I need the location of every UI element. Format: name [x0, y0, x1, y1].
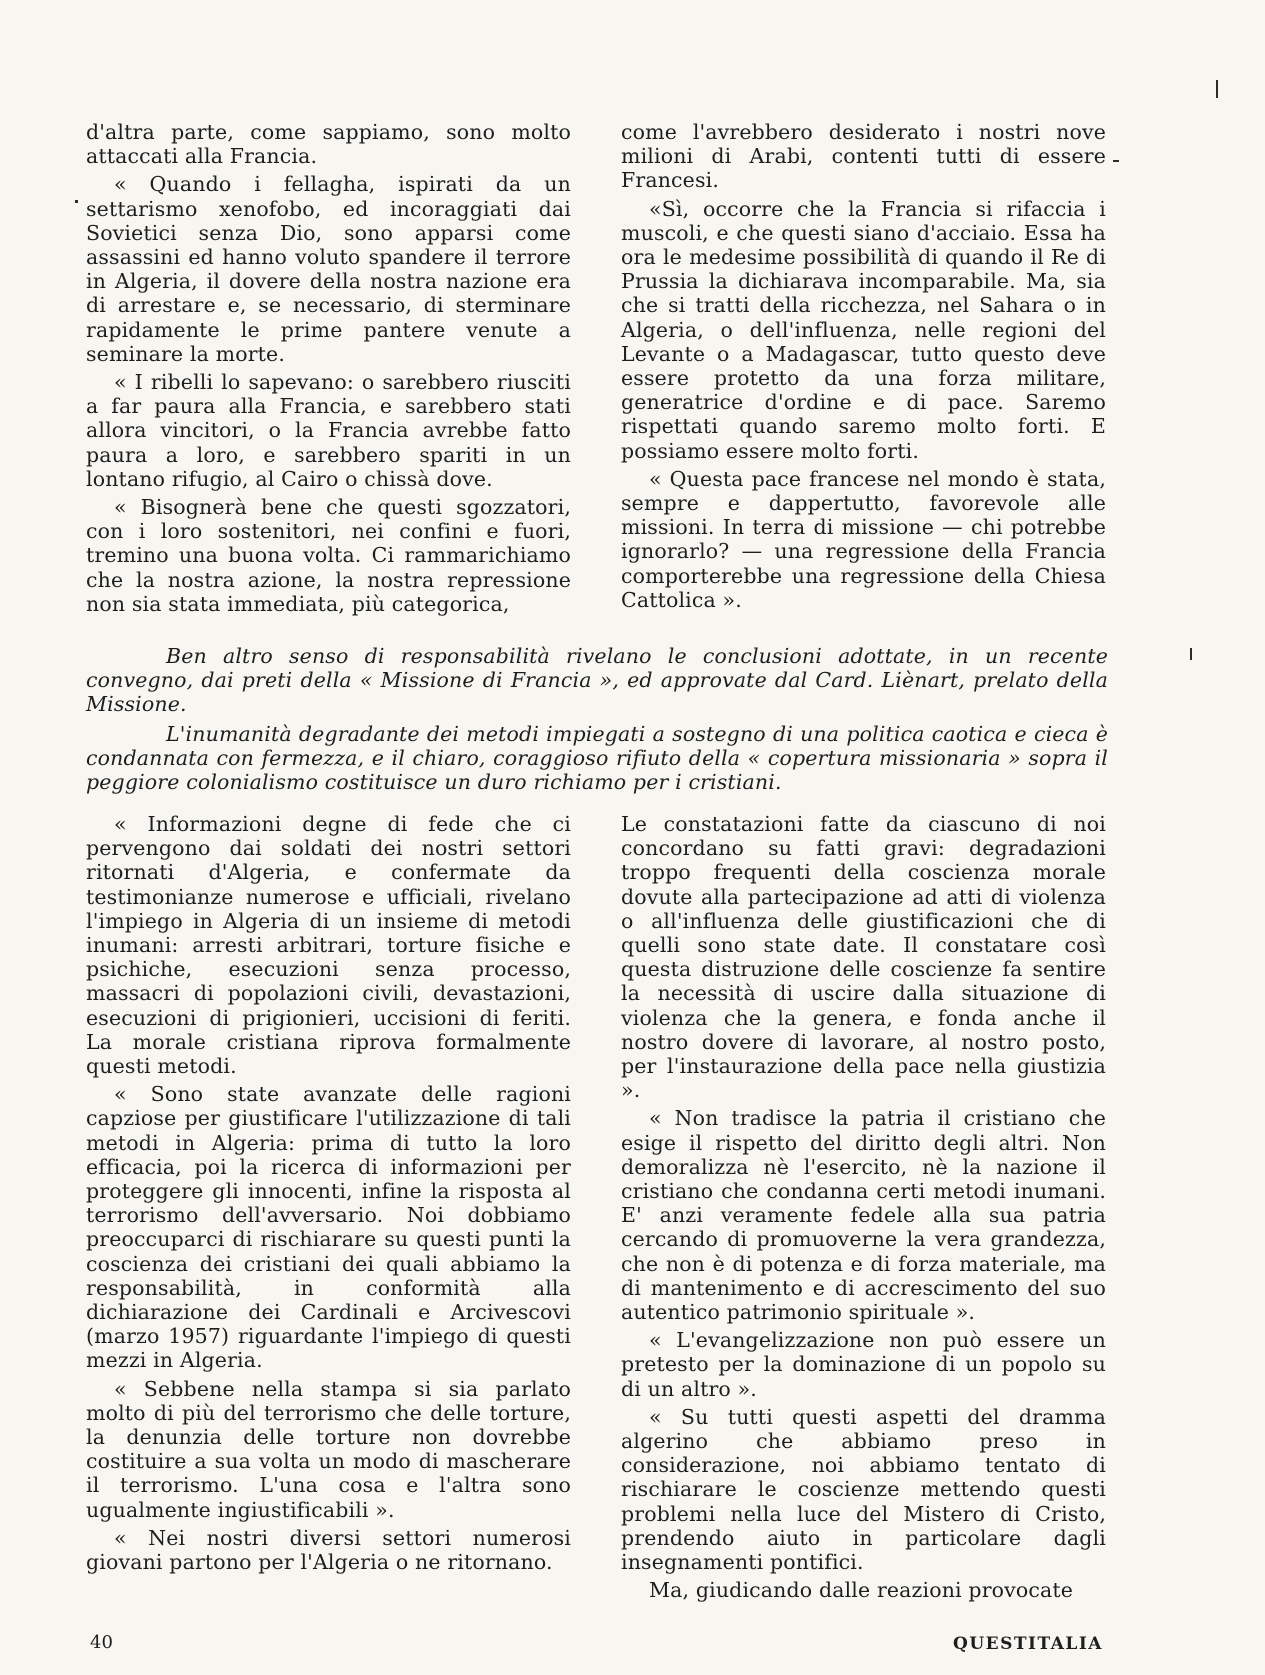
paragraph: « Su tutti questi aspetti del dramma algerino che abbiamo preso in considerazione, noi abbiamo tentato di rischiarare le coscienze mettendo questi problemi nella luce del Mistero di Cristo, prendendo aiuto in particolare dagli insegnamenti pontifici.	[621, 1404, 1106, 1575]
paragraph: Ma, giudicando dalle reazioni provocate	[649, 1578, 1074, 1603]
paragraph: come l'avrebbero desiderato i nostri nove milioni di Arabi, contenti tutti di essere Francesi.	[621, 120, 1106, 193]
paragraph: « L'evangelizzazione non può essere un pretesto per la dominazione di un popolo su di un altro ».	[621, 1328, 1106, 1401]
paragraph: «Sì, occorre che la Francia si rifaccia i muscoli, e che questi siano d'acciaio. Essa ha ora le medesime possibilità di quando il Re di Prussia la dichiarava incomparabile. Ma, sia che si tratti della ricchezza, nel Sahara o in Algeria, o dell'influenza, nelle regioni del Levante o a Madagascar, tutto questo deve essere protetto da una forza militare, generatrice d'ordine e di pace. Saremo rispettati quando saremo molto forti. E possiamo essere molto forti.	[621, 196, 1106, 463]
magazine-title: QUESTITALIA	[953, 1634, 1103, 1654]
scan-speck	[1190, 648, 1192, 660]
paragraph: « Questa pace francese nel mondo è stata, sempre e dappertutto, favorevole alle missioni. In terra di missione — chi potrebbe ignorarlo? — una regressione della Francia comporterebbe una regressione della Chiesa Cattolica ».	[621, 466, 1106, 612]
column-top-left	[86, 120, 571, 620]
column-top-right	[621, 120, 1106, 616]
scan-speck	[75, 200, 78, 203]
paragraph: d'altra parte, come sappiamo, sono molto attaccati alla Francia.	[86, 120, 571, 169]
scan-speck	[1113, 160, 1119, 162]
editorial-paragraph: L'inumanità degradante dei metodi impiegati a sostegno di una politica caotica e cieca è condannata con fermezza, e il chiaro, coraggioso rifiuto della « copertura missionaria » sopra il peggiore colonialismo costituisce un duro richiamo per i cristiani.	[86, 722, 1108, 794]
paragraph: « I ribelli lo sapevano: o sarebbero riusciti a far paura alla Francia, e sarebbero stati allora vincitori, o la Francia avrebbe fatto paura a loro, e sarebbero spariti in un lontano rifugio, al Cairo o chissà dove.	[86, 370, 571, 491]
editorial-paragraph: Ben altro senso di responsabilità rivelano le conclusioni adottate, in un recente convegno, dai preti della « Missione di Francia », ed approvate dal Card. Liènart, prelato della Missione.	[86, 644, 1108, 716]
page-number: 40	[90, 1632, 113, 1653]
paragraph: « Nei nostri diversi settori numerosi giovani partono per l'Algeria o ne ritornano.	[86, 1525, 571, 1575]
paragraph: « Sebbene nella stampa si sia parlato molto di più del terrorismo che delle torture, la denunzia delle torture non dovrebbe costituire a sua volta un modo di mascherare il terrorismo. L'una cosa e l'altra sono ugualmente ingiustificabili ».	[86, 1376, 571, 1522]
paragraph: « Non tradisce la patria il cristiano che esige il rispetto del diritto degli altri. Non demoralizza nè l'esercito, nè la nazione il cristiano che condanna certi metodi inumani. E' anzi veramente fedele alla sua patria cercando di promuoverne la vera grandezza, che non è di potenza e di forza materiale, ma di mantenimento e di accrescimento del suo autentico patrimonio spirituale ».	[621, 1106, 1106, 1325]
paragraph: « Quando i fellagha, ispirati da un settarismo xenofobo, ed incoraggiati dai Sovietici senza Dio, sono apparsi come assassini ed hanno voluto spandere il terrore in Algeria, il dovere della nostra nazione era di arrestare e, se necessario, di sterminare rapidamente le prime pantere venute a seminare la morte.	[86, 172, 571, 366]
paragraph: « Informazioni degne di fede che ci pervengono dai soldati dei nostri settori ritornati d'Algeria, e confermate da testimonianze numerose e ufficiali, rivelano l'impiego in Algeria di un insieme di metodi inumani: arresti arbitrari, torture fisiche e psichiche, esecuzioni senza processo, massacri di popolazioni civili, devastazioni, esecuzioni di prigionieri, uccisioni di feriti. La morale cristiana riprova formalmente questi metodi.	[86, 812, 571, 1079]
paragraph: « Sono state avanzate delle ragioni capziose per giustificare l'utilizzazione di tali metodi in Algeria: prima di tutto la loro efficacia, poi la ricerca di informazioni per proteggere gli innocenti, infine la risposta al terrorismo dell'avversario. Noi dobbiamo preoccuparci di rischiarare su questi punti la coscienza dei cristiani dei quali abbiamo la responsabilità, in conformità alla dichiarazione dei Cardinali e Arcivescovi (marzo 1957) riguardante l'impiego di questi mezzi in Algeria.	[86, 1082, 571, 1373]
column-bottom-right	[621, 812, 1106, 1607]
column-bottom-left	[86, 812, 571, 1578]
paragraph: Le constatazioni fatte da ciascuno di noi concordano su fatti gravi: degradazioni troppo frequenti della coscienza morale dovute alla partecipazione ad atti di violenza o all'influenza delle giustificazioni che di quelli sono state date. Il constatare così questa distruzione delle coscienze fa sentire la necessità di uscire dalla situazione di violenza che la genera, e fonda anche il nostro dovere di lavorare, al nostro posto, per l'instaurazione della pace nella giustizia ».	[621, 812, 1106, 1103]
scan-speck	[1216, 80, 1218, 98]
paragraph: « Bisognerà bene che questi sgozzatori, con i loro sostenitori, nei confini e fuori, tremino una buona volta. Ci rammarichiamo che la nostra azione, la nostra repressione non sia stata immediata, più categorica,	[86, 495, 571, 616]
editorial-note	[86, 644, 1108, 800]
